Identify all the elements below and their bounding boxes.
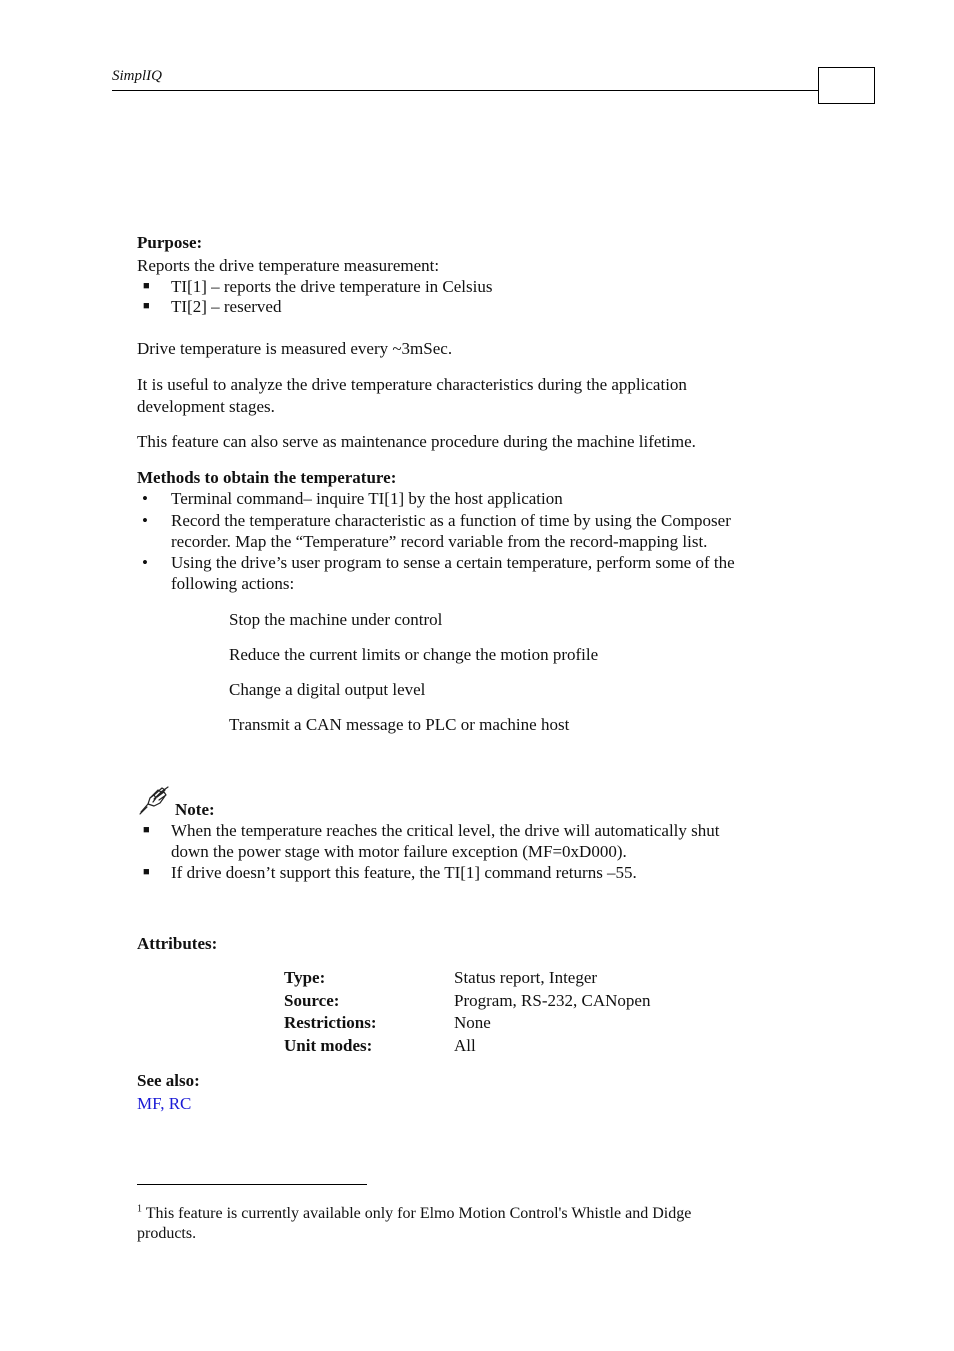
note-hand-icon [138, 786, 170, 816]
paragraph-maintenance: This feature can also serve as maintenance procedure during the machine lifetime. [137, 432, 696, 451]
see-also-links[interactable]: MF, RC [137, 1094, 192, 1113]
paragraph-usefulness-line2: development stages. [137, 397, 275, 416]
action-item: Reduce the current limits or change the motion profile [229, 645, 599, 664]
attr-value-unit-modes: All [454, 1036, 476, 1055]
note-item-unsupported: If drive doesn’t support this feature, the TI[1] command returns –55. [171, 863, 637, 882]
footnote-rule [137, 1184, 367, 1185]
square-bullet-icon: ■ [143, 824, 150, 836]
method-item-program-line1: Using the drive’s user program to sense a certain temperature, perform some of the [171, 553, 735, 572]
round-bullet-icon: • [142, 489, 148, 508]
footnote [137, 1204, 797, 1244]
see-also-heading: See also: [137, 1071, 200, 1090]
paragraph-measure-interval: Drive temperature is measured every ~3mSec. [137, 339, 453, 358]
attr-label-type: Type: [284, 968, 326, 987]
methods-heading: Methods to obtain the temperature: [137, 468, 397, 487]
footnote-marker: 1 [137, 1203, 142, 1215]
attr-value-type: Status report, Integer [454, 968, 598, 987]
action-item: Transmit a CAN message to PLC or machine host [229, 715, 570, 734]
method-item-program-line2: following actions: [171, 574, 295, 593]
round-bullet-icon: • [142, 553, 148, 572]
footnote-text-line1: This feature is currently available only for Elmo Motion Control's Whistle and Didge [145, 1205, 692, 1222]
attr-value-source: Program, RS-232, CANopen [454, 991, 651, 1010]
action-item: Stop the machine under control [229, 610, 443, 629]
square-bullet-icon: ■ [143, 300, 150, 312]
attr-label-source: Source: [284, 991, 340, 1010]
purpose-intro: Reports the drive temperature measurement: [137, 256, 440, 275]
note-item-critical-line1: When the temperature reaches the critical level, the drive will automatically shut [171, 821, 720, 840]
note-heading: Note: [175, 800, 215, 819]
page-number-box [818, 67, 875, 104]
purpose-item: TI[2] – reserved [171, 297, 282, 316]
square-bullet-icon: ■ [143, 866, 150, 878]
attr-label-restrictions: Restrictions: [284, 1013, 377, 1032]
note-item-critical-line2: down the power stage with motor failure exception (MF=0xD000). [171, 842, 627, 861]
running-header-title: SimplIQ [112, 68, 162, 84]
attributes-heading: Attributes: [137, 934, 218, 953]
purpose-item: TI[1] – reports the drive temperature in Celsius [171, 277, 493, 296]
method-item-terminal: Terminal command– inquire TI[1] by the host application [171, 489, 563, 508]
attr-label-unit-modes: Unit modes: [284, 1036, 373, 1055]
attr-value-restrictions: None [454, 1013, 491, 1032]
round-bullet-icon: • [142, 511, 148, 530]
method-item-record-line1: Record the temperature characteristic as a function of time by using the Composer [171, 511, 731, 530]
square-bullet-icon: ■ [143, 280, 150, 292]
footnote-text-line2: products. [137, 1225, 197, 1242]
action-item: Change a digital output level [229, 680, 426, 699]
purpose-heading: Purpose: [137, 233, 203, 252]
method-item-record-line2: recorder. Map the “Temperature” record variable from the record-mapping list. [171, 532, 708, 551]
header-rule [112, 90, 819, 91]
paragraph-usefulness-line1: It is useful to analyze the drive temperature characteristics during the application [137, 375, 687, 394]
